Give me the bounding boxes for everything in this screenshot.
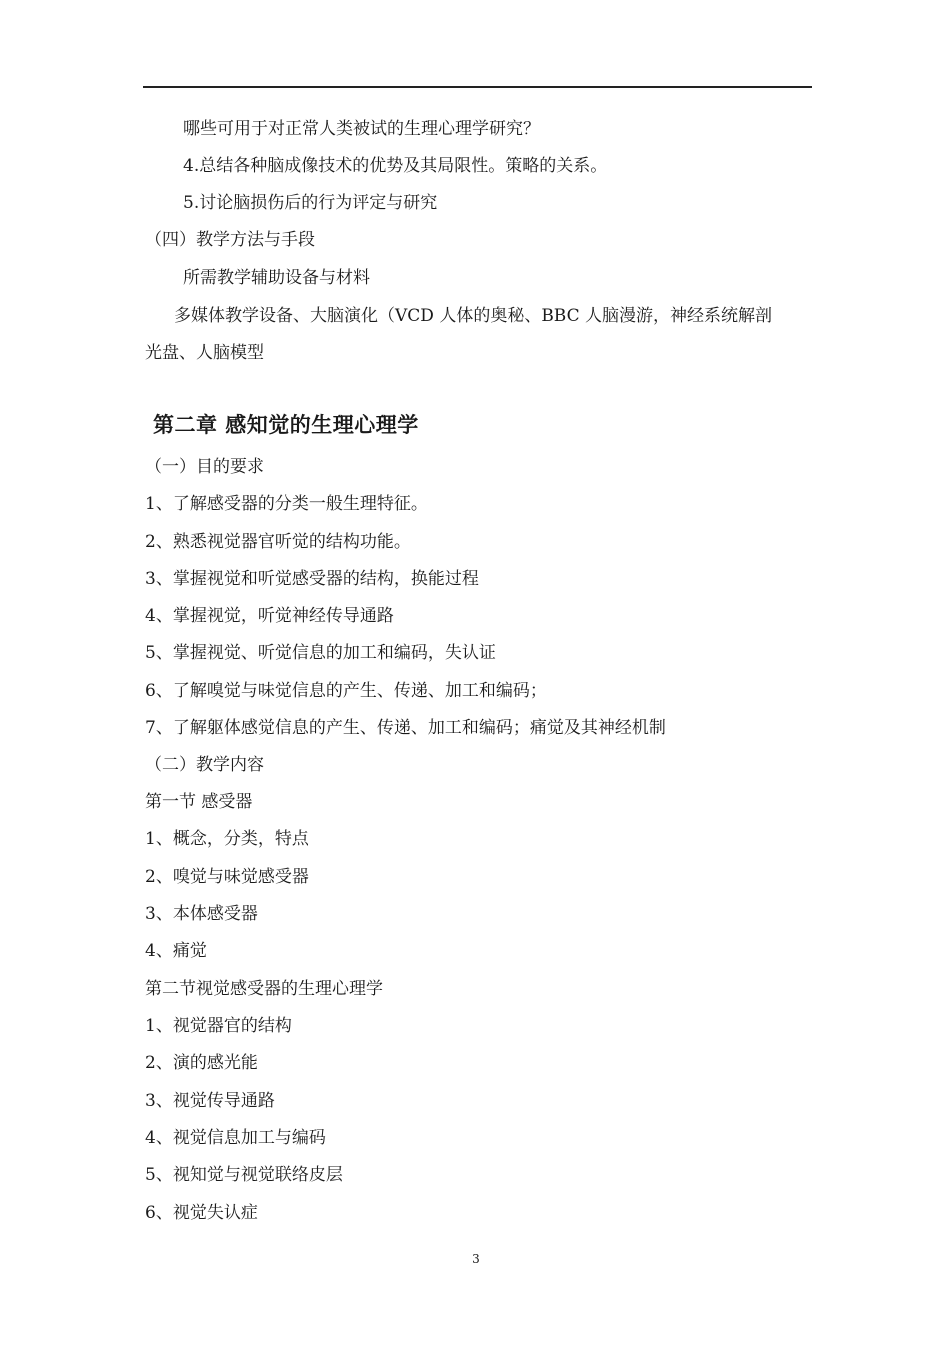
page-number: 3 [472, 1252, 480, 1266]
list-item: 6、了解嗅觉与味觉信息的产生、传递、加工和编码； [145, 681, 547, 701]
list-item: 4、痛觉 [145, 941, 207, 961]
text-line: 哪些可用于对正常人类被试的生理心理学研究？ [183, 119, 540, 139]
subsection-heading: 第二节视觉感受器的生理心理学 [145, 979, 383, 999]
chapter-title: 第二章 感知觉的生理心理学 [153, 412, 419, 437]
list-item: 1、视觉器官的结构 [145, 1016, 292, 1036]
list-item: 1、了解感受器的分类一般生理特征。 [145, 494, 428, 514]
list-item: 2、嗅觉与味觉感受器 [145, 867, 309, 887]
list-item: 5、掌握视觉、听觉信息的加工和编码，失认证 [145, 643, 496, 663]
list-item: 4、掌握视觉，听觉神经传导通路 [145, 606, 394, 626]
list-item: 1、概念，分类，特点 [145, 829, 309, 849]
text-line: 多媒体教学设备、大脑演化（VCD 人体的奥秘、BBC 人脑漫游，神经系统解剖 [174, 306, 773, 326]
list-item: 2、演的感光能 [145, 1053, 258, 1073]
list-item: 3、掌握视觉和听觉感受器的结构，换能过程 [145, 569, 479, 589]
list-item: 2、熟悉视觉器官听觉的结构功能。 [145, 532, 411, 552]
list-item: 4、视觉信息加工与编码 [145, 1128, 326, 1148]
list-item: 3、本体感受器 [145, 904, 258, 924]
text-line: 光盘、人脑模型 [145, 343, 264, 363]
text-line: 所需教学辅助设备与材料 [183, 268, 370, 288]
section-heading: （四）教学方法与手段 [145, 230, 315, 250]
text-line: 4.总结各种脑成像技术的优势及其局限性。策略的关系。 [183, 156, 608, 176]
text-line: 5.讨论脑损伤后的行为评定与研究 [183, 193, 438, 213]
subsection-heading: 第一节 感受器 [145, 792, 253, 812]
section-heading: （二）教学内容 [145, 755, 264, 775]
header-rule [143, 86, 812, 88]
list-item: 3、视觉传导通路 [145, 1091, 275, 1111]
list-item: 6、视觉失认症 [145, 1203, 258, 1223]
list-item: 5、视知觉与视觉联络皮层 [145, 1165, 343, 1185]
section-heading: （一）目的要求 [145, 457, 264, 477]
list-item: 7、了解躯体感觉信息的产生、传递、加工和编码；痛觉及其神经机制 [145, 718, 666, 738]
